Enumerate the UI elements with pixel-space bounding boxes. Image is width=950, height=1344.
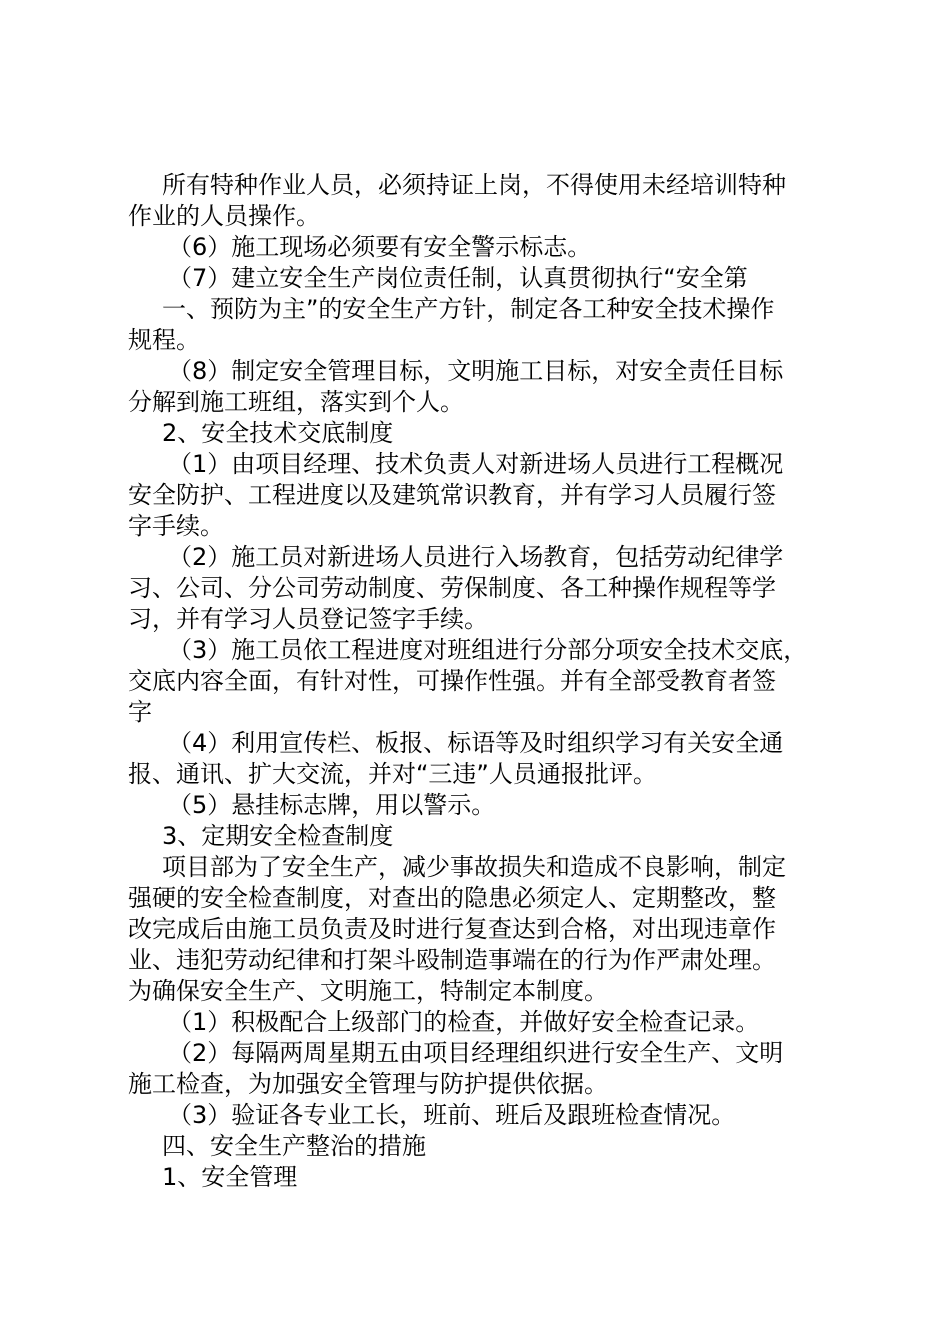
paragraph [128,170,828,232]
text-line: 2、安全技术交底制度 [162,419,394,447]
text-line: （1）积极配合上级部门的检查，并做好安全检查记录。 [168,1008,760,1036]
text-line: （2）施工员对新进场人员进行入场教育，包括劳动纪律学 [168,543,784,571]
paragraph [128,1007,828,1038]
paragraph [128,263,828,294]
paragraph [128,728,828,790]
document-page [128,170,828,1193]
text-line: 改完成后由施工员负责及时进行复查达到合格，对出现违章作 [128,915,776,943]
text-line: 安全防护、工程进度以及建筑常识教育，并有学习人员履行签 [128,481,776,509]
text-line: （5）悬挂标志牌，用以警示。 [168,791,496,819]
paragraph [128,325,828,356]
text-line: 习、公司、分公司劳动制度、劳保制度、各工种操作规程等学 [128,574,776,602]
text-line: （4）利用宣传栏、板报、标语等及时组织学习有关安全通 [168,729,784,757]
text-line: 作业的人员操作。 [128,202,320,230]
text-line: 字 [128,698,152,726]
text-line: 3、定期安全检查制度 [162,822,394,850]
text-line: 施工检查，为加强安全管理与防护提供依据。 [128,1070,608,1098]
text-line: 为确保安全生产、文明施工，特制定本制度。 [128,977,608,1005]
text-line: 四、安全生产整治的措施 [162,1132,426,1160]
paragraph [128,821,828,852]
text-line: （7）建立安全生产岗位责任制，认真贯彻执行“安全第 [168,264,748,292]
text-line: （6）施工现场必须要有安全警示标志。 [168,233,592,261]
text-line: 一、预防为主”的安全生产方针，制定各工种安全技术操作 [162,295,775,323]
text-line: 交底内容全面，有针对性，可操作性强。并有全部受教育者签 [128,667,776,695]
paragraph [128,449,828,542]
paragraph [128,356,828,418]
paragraph [128,232,828,263]
text-line: 业、违犯劳动纪律和打架斗殴制造事端在的行为作严肃处理。 [128,946,776,974]
text-line: （3）施工员依工程进度对班组进行分部分项安全技术交底， [168,636,808,664]
paragraph [128,418,828,449]
text-line: （1）由项目经理、技术负责人对新进场人员进行工程概况 [168,450,784,478]
text-line: 报、通讯、扩大交流，并对“三违”人员通报批评。 [128,760,657,788]
paragraph [128,1038,828,1100]
text-line: 分解到施工班组，落实到个人。 [128,388,464,416]
text-line: 强硬的安全检查制度，对查出的隐患必须定人、定期整改，整 [128,884,776,912]
text-line: 1、安全管理 [162,1163,298,1191]
text-line: （2）每隔两周星期五由项目经理组织进行安全生产、文明 [168,1039,784,1067]
paragraph [128,852,828,1007]
text-line: 字手续。 [128,512,224,540]
text-line: 项目部为了安全生产，减少事故损失和造成不良影响，制定 [162,853,786,881]
paragraph [128,294,828,325]
paragraph [128,1131,828,1162]
text-line: 规程。 [128,326,200,354]
text-line: （3）验证各专业工长，班前、班后及跟班检查情况。 [168,1101,736,1129]
paragraph [128,1100,828,1131]
paragraph [128,790,828,821]
paragraph [128,542,828,635]
text-line: （8）制定安全管理目标，文明施工目标，对安全责任目标 [168,357,784,385]
paragraph [128,635,828,728]
paragraph [128,1162,828,1193]
text-line: 习，并有学习人员登记签字手续。 [128,605,488,633]
text-line: 所有特种作业人员，必须持证上岗，不得使用未经培训特种 [162,171,786,199]
